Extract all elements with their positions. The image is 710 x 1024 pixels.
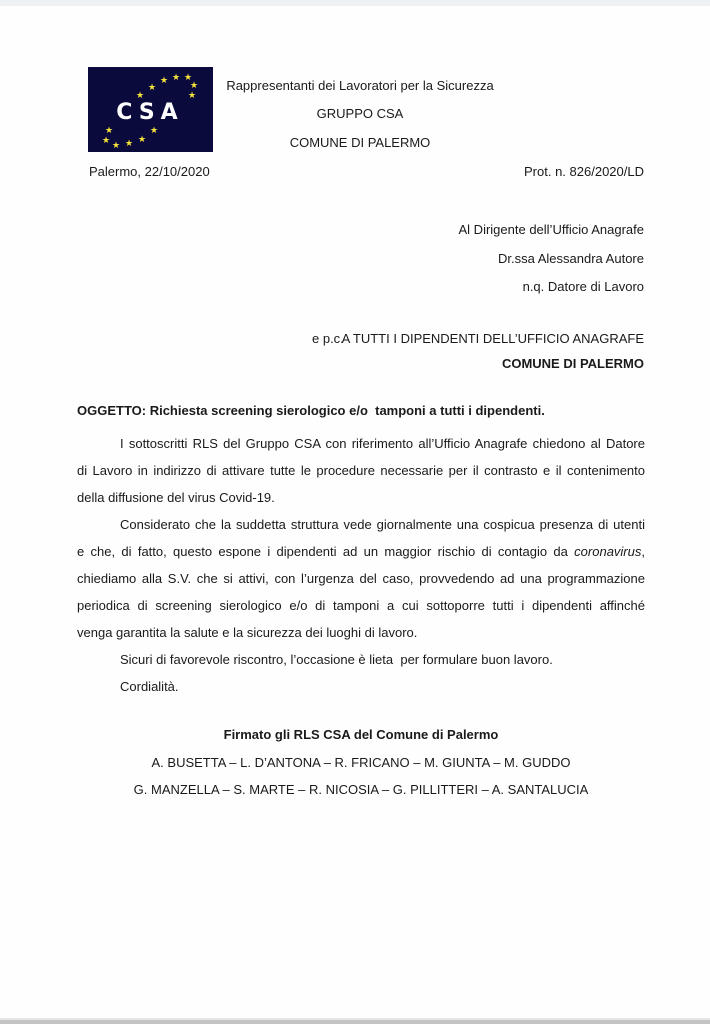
header-line-2: GRUPPO CSA <box>316 106 404 121</box>
cc-recipients: A TUTTI I DIPENDENTI DELL’UFFICIO ANAGRAFE <box>341 331 644 346</box>
recipient-line-3: n.q. Datore di Lavoro <box>522 279 644 294</box>
recipient-line-2: Dr.ssa Alessandra Autore <box>498 251 644 266</box>
paragraph-1 <box>77 430 645 511</box>
svg-text:★: ★ <box>138 135 147 145</box>
signature-names-2: G. MANZELLA – S. MARTE – R. NICOSIA – G. PILLITTERI – A. SANTALUCIA <box>133 782 589 797</box>
svg-text:★: ★ <box>148 83 157 93</box>
paragraph-2-line: periodica di screening sierologico e/o di tamponi a cui sottoporre tutti i dipendenti affinché <box>77 598 645 613</box>
logo-text: CSA <box>116 100 184 125</box>
cc-organization: COMUNE DI PALERMO <box>501 356 644 371</box>
svg-text:★: ★ <box>112 141 121 151</box>
paragraph-2-text: e che, di fatto, questo espone i dipendenti ad un maggior rischio di contagio da <box>77 544 575 559</box>
italic-term: coronavirus <box>574 544 642 559</box>
place-date: Palermo, 22/10/2020 <box>89 164 210 179</box>
header-line-3: COMUNE DI PALERMO <box>289 135 431 150</box>
bottom-edge-bar <box>0 1020 710 1024</box>
csa-logo <box>88 67 213 152</box>
svg-text:★: ★ <box>150 126 159 136</box>
paragraph-4: Cordialità. <box>120 679 179 694</box>
paragraph-1-line: di Lavoro in indirizzo di attivare tutte le procedure necessarie per il contrasto e il contenimento <box>77 463 645 478</box>
signature-names-1: A. BUSETTA – L. D’ANTONA – R. FRICANO – M. GIUNTA – M. GUDDO <box>151 755 571 770</box>
paragraph-2-line: venga garantita la salute e la sicurezza dei luoghi di lavoro. <box>77 625 418 640</box>
paragraph-2-punct: , <box>641 544 645 559</box>
svg-text:★: ★ <box>190 81 199 91</box>
svg-text:★: ★ <box>160 76 169 86</box>
top-edge-bar <box>0 0 710 6</box>
paragraph-1-line: I sottoscritti RLS del Gruppo CSA con riferimento all’Ufficio Anagrafe chiedono al Datore <box>120 436 645 451</box>
svg-text:★: ★ <box>172 73 181 83</box>
svg-text:★: ★ <box>184 73 193 83</box>
svg-text:★: ★ <box>102 136 111 146</box>
subject-line: OGGETTO: Richiesta screening sierologico e/o tamponi a tutti i dipendenti. <box>77 403 545 418</box>
paragraph-1-line: della diffusione del virus Covid-19. <box>77 490 275 505</box>
paragraph-2-line: chiediamo alla S.V. che si attivi, con l’urgenza del caso, provvedendo ad una programmazione <box>77 571 645 586</box>
header-line-1: Rappresentanti dei Lavoratori per la Sicurezza <box>226 78 494 93</box>
svg-text:★: ★ <box>188 91 197 101</box>
svg-text:★: ★ <box>125 139 134 149</box>
svg-text:★: ★ <box>136 91 145 101</box>
svg-text:★: ★ <box>105 126 114 136</box>
paragraph-2-line: Considerato che la suddetta struttura vede giornalmente una cospicua presenza di utenti <box>120 517 645 532</box>
cc-label: e p.c. <box>312 331 344 346</box>
csa-logo-graphic <box>88 67 213 152</box>
paragraph-2-line <box>77 538 645 565</box>
recipient-line-1: Al Dirigente dell’Ufficio Anagrafe <box>458 222 644 237</box>
signature-title: Firmato gli RLS CSA del Comune di Palermo <box>223 727 499 742</box>
protocol-number: Prot. n. 826/2020/LD <box>524 164 644 179</box>
paragraph-3: Sicuri di favorevole riscontro, l’occasione è lieta per formulare buon lavoro. <box>120 652 553 667</box>
paragraph-2 <box>77 511 645 646</box>
